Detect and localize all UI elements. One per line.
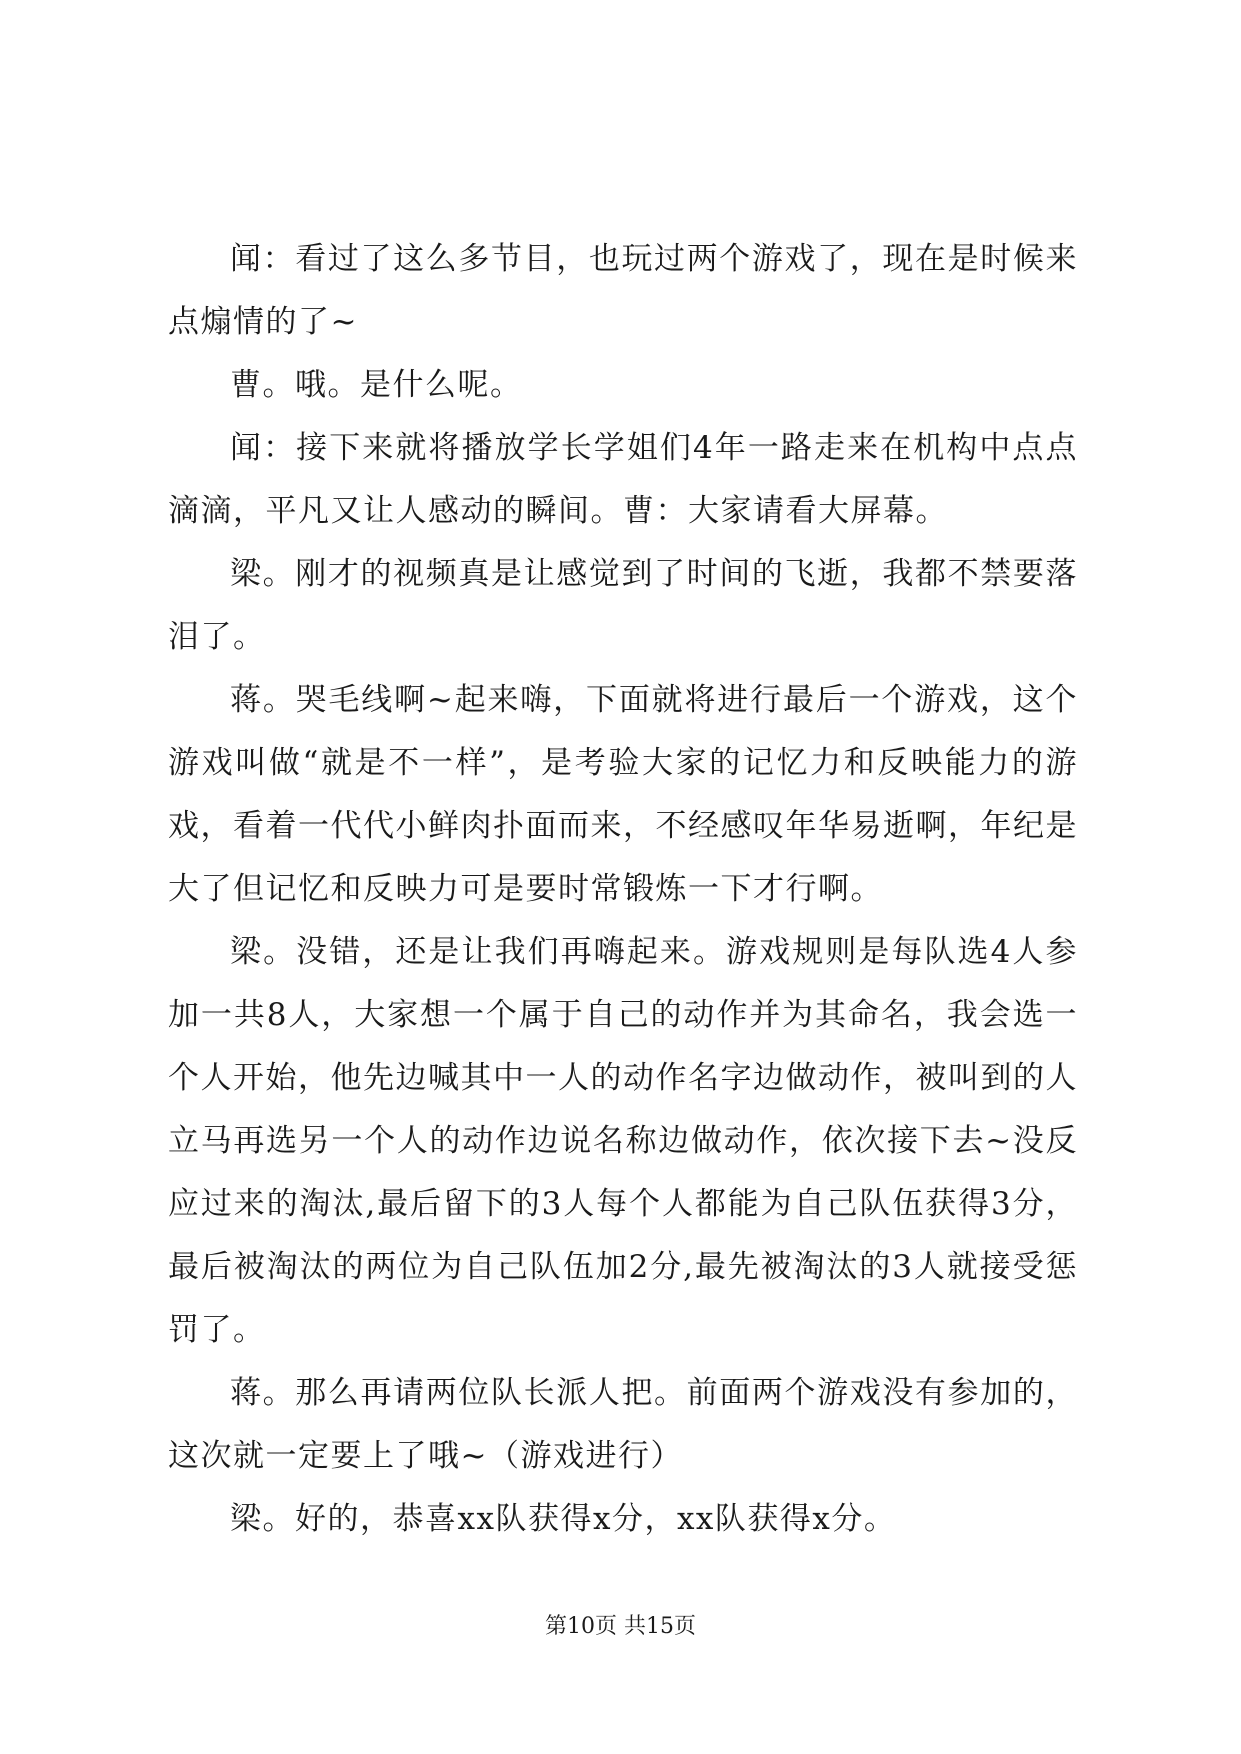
page-number-footer: 第10页 共15页 <box>545 1614 696 1639</box>
paragraph: 曹。哦。是什么呢。 <box>230 367 523 403</box>
paragraph: 蒋。哭毛线啊~起来嗨，下面就将进行最后一个游戏，这个游戏叫做“就是不一样”，是考验大家的记忆力和反映能力的游戏，看着一代代小鲜肉扑面而来，不经感叹年华易逝啊，年纪是大了但记忆和反映力可是要时常锻炼一下才行啊。 <box>168 682 1078 907</box>
paragraph: 梁。刚才的视频真是让感觉到了时间的飞逝，我都不禁要落泪了。 <box>168 556 1078 655</box>
paragraph: 闻：接下来就将播放学长学姐们4年一路走来在机构中点点滴滴，平凡又让人感动的瞬间。曹：大家请看大屏幕。 <box>168 430 1078 529</box>
paragraph: 梁。好的，恭喜xx队获得x分，xx队获得x分。 <box>230 1501 897 1537</box>
paragraph: 蒋。那么再请两位队长派人把。前面两个游戏没有参加的，这次就一定要上了哦~（游戏进行） <box>168 1375 1078 1474</box>
paragraph: 闻：看过了这么多节目，也玩过两个游戏了，现在是时候来点煽情的了~ <box>168 241 1078 340</box>
paragraph: 梁。没错，还是让我们再嗨起来。游戏规则是每队选4人参加一共8人，大家想一个属于自己的动作并为其命名，我会选一个人开始，他先边喊其中一人的动作名字边做动作，被叫到的人立马再选另一个人的动作边说名称边做动作，依次接下去~没反应过来的淘汰,最后留下的3人每个人都能为自己队伍获得3分，最后被淘汰的两位为自己队伍加2分,最先被淘汰的3人就接受惩罚了。 <box>168 934 1078 1348</box>
document-body <box>168 228 1078 1551</box>
